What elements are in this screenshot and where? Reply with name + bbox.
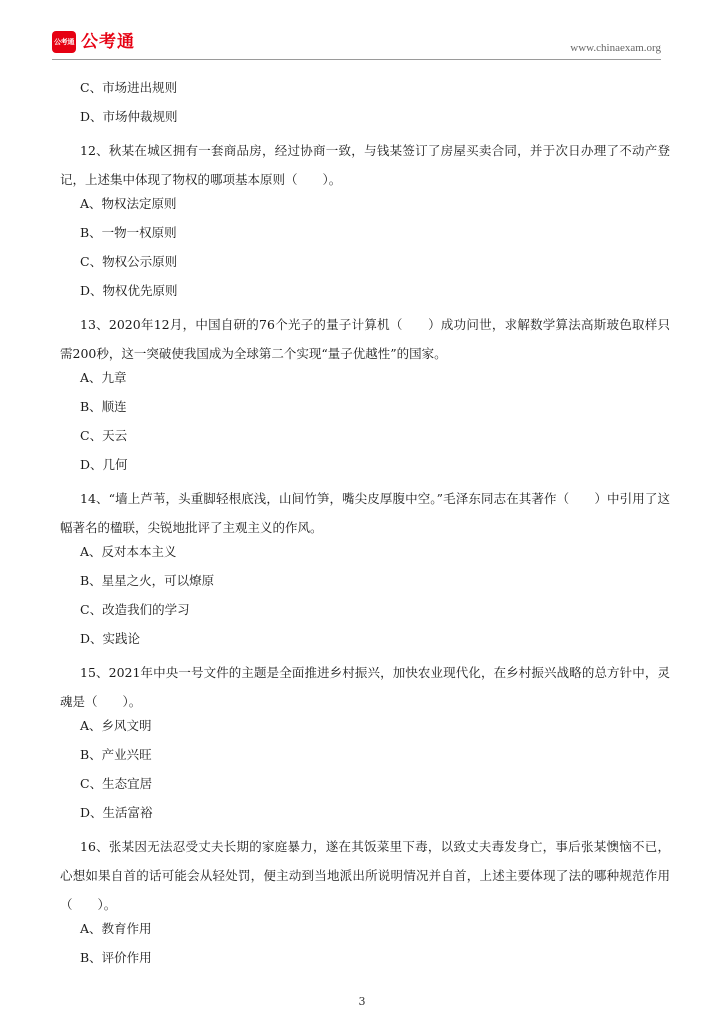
option-item: C、天云 bbox=[80, 428, 128, 443]
option-item: C、改造我们的学习 bbox=[80, 602, 190, 617]
option-item: D、实践论 bbox=[80, 631, 141, 646]
option-item: D、市场仲裁规则 bbox=[80, 109, 178, 124]
option-item: A、教育作用 bbox=[80, 921, 152, 936]
option-item: A、九章 bbox=[80, 370, 127, 385]
logo-badge: 公考通 bbox=[52, 31, 76, 53]
question-text: 14、“墙上芦苇，头重脚轻根底浅，山间竹笋，嘴尖皮厚腹中空。”毛泽东同志在其著作（ ）中引用了这幅著名的楹联，尖锐地批评了主观主义的作风。 bbox=[60, 491, 670, 535]
option-item: B、一物一权原则 bbox=[80, 225, 177, 240]
option-item: B、产业兴旺 bbox=[80, 747, 152, 762]
leading-options bbox=[60, 78, 670, 136]
question-text: 12、秋某在城区拥有一套商品房，经过协商一致，与钱某签订了房屋买卖合同，并于次日办理了不动产登记，上述集中体现了物权的哪项基本原则（ ）。 bbox=[60, 143, 670, 187]
logo bbox=[52, 31, 135, 53]
option-item: A、物权法定原则 bbox=[80, 196, 177, 211]
question-16 bbox=[60, 832, 670, 977]
header-divider bbox=[52, 59, 661, 60]
site-url: www.chinaexam.org bbox=[570, 42, 661, 54]
option-item: C、物权公示原则 bbox=[80, 254, 178, 269]
question-text: 15、2021年中央一号文件的主题是全面推进乡村振兴，加快农业现代化，在乡村振兴战略的总方针中，灵魂是（ ）。 bbox=[60, 665, 670, 709]
option-item: B、星星之火，可以燎原 bbox=[80, 573, 215, 588]
option-item: A、反对本本主义 bbox=[80, 544, 177, 559]
logo-text: 公考通 bbox=[81, 32, 135, 52]
question-text: 13、2020年12月，中国自研的76个光子的量子计算机（ ）成功问世，求解数学算法高斯玻色取样只需200秒，这一突破使我国成为全球第二个实现“量子优越性”的国家。 bbox=[60, 317, 670, 361]
option-item: A、乡风文明 bbox=[80, 718, 152, 733]
option-item: D、几何 bbox=[80, 457, 128, 472]
page-content bbox=[60, 78, 670, 977]
option-item: B、顺连 bbox=[80, 399, 127, 414]
option-item: C、生态宜居 bbox=[80, 776, 153, 791]
page-number: 3 bbox=[358, 995, 366, 1008]
option-item: B、评价作用 bbox=[80, 950, 152, 965]
question-12 bbox=[60, 136, 670, 310]
option-item: D、生活富裕 bbox=[80, 805, 153, 820]
question-15 bbox=[60, 658, 670, 832]
question-text: 16、张某因无法忍受丈夫长期的家庭暴力，遂在其饭菜里下毒，以致丈夫毒发身亡，事后张某懊恼不已，心想如果自首的话可能会从轻处罚，便主动到当地派出所说明情况并自首，上述主要体现了法的哪种规范作用（ ）。 bbox=[60, 839, 670, 912]
question-14 bbox=[60, 484, 670, 658]
question-13 bbox=[60, 310, 670, 484]
option-item: C、市场进出规则 bbox=[80, 80, 178, 95]
option-item: D、物权优先原则 bbox=[80, 283, 178, 298]
page-header bbox=[0, 0, 724, 62]
